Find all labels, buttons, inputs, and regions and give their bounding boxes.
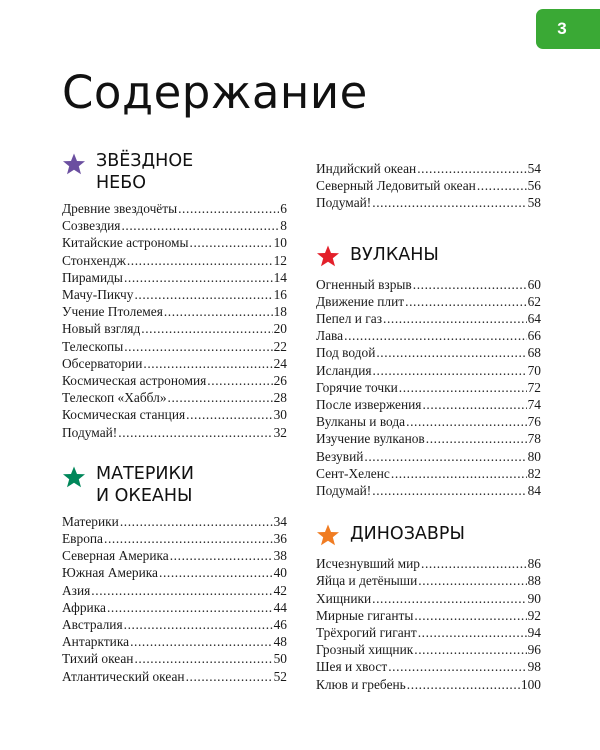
toc-entry-page: 10: [273, 235, 287, 251]
leader-dots: [391, 465, 527, 482]
leader-dots: [376, 344, 526, 361]
leader-dots: [406, 413, 526, 430]
star-icon: [316, 523, 340, 547]
toc-entry-title: Южная Америка: [62, 565, 158, 581]
toc-entry[interactable]: [62, 303, 287, 320]
toc-entry[interactable]: [62, 547, 287, 564]
leader-dots: [414, 641, 526, 658]
toc-entry-page: 94: [527, 625, 541, 641]
toc-entry[interactable]: [62, 406, 287, 423]
star-icon: [62, 465, 86, 489]
toc-entry-title: Мачу-Пикчу: [62, 287, 134, 303]
toc-entry[interactable]: [316, 465, 541, 482]
leader-dots: [399, 379, 527, 396]
leader-dots: [405, 293, 526, 310]
toc-entry-page: 6: [280, 201, 287, 216]
page-number: 3: [557, 19, 567, 38]
toc-entry[interactable]: [316, 344, 541, 361]
toc-entry[interactable]: [316, 194, 541, 211]
toc-entry-page: 54: [527, 161, 541, 176]
toc-entry-title: Австралия: [62, 617, 123, 633]
toc-entry-page: 86: [527, 556, 541, 572]
toc-entry[interactable]: [62, 217, 287, 234]
leader-dots: [164, 303, 273, 320]
leader-dots: [141, 320, 272, 337]
section-title: ДИНОЗАВРЫ: [350, 524, 465, 545]
toc-entry-page: 12: [273, 252, 287, 268]
leader-dots: [421, 555, 527, 572]
toc-entry-page: 98: [527, 659, 541, 675]
toc-entry[interactable]: [316, 607, 541, 624]
toc-entry-page: 40: [273, 565, 287, 581]
toc-entry-page: 8: [280, 218, 287, 234]
toc-entry-title: Стонхендж: [62, 252, 126, 268]
toc-entry-page: 18: [273, 304, 287, 320]
toc-entry-page: 24: [273, 355, 287, 371]
toc-entry[interactable]: [62, 582, 287, 599]
leader-dots: [124, 338, 272, 355]
section-header-volcanoes: [316, 236, 541, 270]
toc-entry-page: 62: [527, 293, 541, 309]
toc-entry-title: Везувий: [316, 448, 364, 464]
toc-entry[interactable]: [62, 389, 287, 406]
section-header-dinosaurs: [316, 523, 541, 549]
toc-entry-page: 50: [273, 651, 287, 667]
toc-entry-page: 78: [527, 431, 541, 447]
toc-entry-page: 56: [527, 178, 541, 194]
toc-entry[interactable]: [316, 676, 541, 693]
star-icon: [316, 244, 340, 268]
toc-entry-page: 44: [273, 599, 287, 615]
leader-dots: [118, 424, 272, 441]
toc-entry-page: 64: [527, 311, 541, 327]
section-title: ЗВЁЗДНОЕ: [96, 151, 194, 171]
toc-entry-title: Северный Ледовитый океан: [316, 178, 476, 194]
star-icon: [62, 152, 86, 176]
leader-dots: [91, 582, 272, 599]
toc-entry-title: Тихий океан: [62, 651, 134, 667]
toc-entry-title: Шея и хвост: [316, 659, 388, 675]
toc-entry-page: 22: [273, 338, 287, 354]
leader-dots: [127, 252, 273, 269]
leader-dots: [134, 650, 272, 667]
leader-dots: [414, 607, 526, 624]
toc-entry-title: Телескопы: [62, 338, 124, 354]
toc-entry-title: Изучение вулканов: [316, 431, 425, 447]
toc-entry-page: 84: [527, 483, 541, 499]
toc-entry[interactable]: [316, 658, 541, 675]
toc-entry-title: Подумай!: [316, 483, 372, 499]
toc-entry[interactable]: [316, 276, 541, 293]
leader-dots: [130, 633, 273, 650]
toc-entry[interactable]: [62, 200, 287, 217]
toc-list: [316, 276, 541, 500]
leader-dots: [417, 160, 526, 177]
leader-dots: [418, 624, 527, 641]
toc-entry-page: 66: [527, 328, 541, 344]
leader-dots: [178, 200, 279, 217]
toc-entry-page: 72: [527, 379, 541, 395]
toc-entry-page: 48: [273, 634, 287, 650]
toc-entry-title: После извержения: [316, 397, 422, 413]
leader-dots: [190, 234, 273, 251]
toc-entry[interactable]: [316, 590, 541, 607]
toc-entry-title: Подумай!: [316, 195, 372, 211]
toc-entry-title: Трёхрогий гигант: [316, 625, 417, 641]
toc-entry-page: 90: [527, 590, 541, 606]
toc-entry[interactable]: [316, 379, 541, 396]
toc-entry-page: 76: [527, 414, 541, 430]
toc-entry[interactable]: [316, 624, 541, 641]
leader-dots: [134, 286, 272, 303]
leader-dots: [207, 372, 272, 389]
toc-entry-title: Лава: [316, 328, 344, 344]
toc-entry-page: 92: [527, 607, 541, 623]
leader-dots: [422, 396, 526, 413]
leader-dots: [372, 194, 526, 211]
toc-entry-title: Телескоп «Хаббл»: [62, 390, 167, 406]
toc-entry-page: 32: [273, 424, 287, 440]
leader-dots: [170, 547, 273, 564]
toc-entry[interactable]: [316, 572, 541, 589]
toc-entry-title: Китайские астрономы: [62, 235, 189, 251]
section-dinosaurs: [316, 523, 541, 693]
leader-dots: [407, 676, 520, 693]
section-title-line2: НЕБО: [96, 173, 146, 193]
page-number-tab: [536, 9, 600, 49]
toc-entry-title: Пепел и газ: [316, 311, 382, 327]
toc-list-continued: [316, 160, 541, 212]
section-volcanoes: [316, 236, 541, 500]
toc-entry[interactable]: [316, 177, 541, 194]
leader-dots: [373, 362, 527, 379]
toc-entry-page: 74: [527, 397, 541, 413]
toc-entry-title: Созвездия: [62, 218, 121, 234]
leader-dots: [104, 530, 273, 547]
toc-entry-title: Под водой: [316, 345, 376, 361]
leader-dots: [418, 572, 526, 589]
toc-entry-title: Индийский океан: [316, 161, 417, 176]
toc-entry[interactable]: [316, 641, 541, 658]
toc-entry[interactable]: [62, 650, 287, 667]
toc-entry-page: 88: [527, 573, 541, 589]
toc-entry-title: Космическая станция: [62, 407, 186, 423]
leader-dots: [372, 590, 526, 607]
toc-entry-page: 16: [273, 287, 287, 303]
leader-dots: [159, 564, 273, 581]
toc-entry[interactable]: [316, 310, 541, 327]
toc-entry[interactable]: [316, 430, 541, 447]
toc-entry[interactable]: [62, 424, 287, 441]
leader-dots: [364, 448, 526, 465]
toc-entry[interactable]: [62, 564, 287, 581]
leader-dots: [143, 355, 272, 372]
toc-entry-title: Исландия: [316, 362, 372, 378]
toc-entry-page: 80: [527, 448, 541, 464]
toc-entry[interactable]: [316, 555, 541, 572]
toc-entry[interactable]: [62, 372, 287, 389]
toc-entry[interactable]: [316, 448, 541, 465]
toc-entry-page: 68: [527, 345, 541, 361]
toc-entry-page: 58: [527, 195, 541, 211]
section-sky: [62, 150, 287, 441]
toc-entry-title: Движение плит: [316, 293, 405, 309]
section-continents: [62, 463, 287, 685]
toc-entry[interactable]: [62, 633, 287, 650]
toc-entry-title: Северная Америка: [62, 548, 169, 564]
toc-list: [62, 200, 287, 441]
toc-entry-title: Древние звездочёты: [62, 201, 178, 216]
toc-list: [62, 513, 287, 685]
toc-entry[interactable]: [62, 668, 287, 685]
toc-entry-title: Клюв и гребень: [316, 676, 406, 692]
leader-dots: [168, 389, 273, 406]
leader-dots: [186, 406, 272, 423]
toc-entry[interactable]: [62, 599, 287, 616]
section-title-line2: И ОКЕАНЫ: [96, 485, 193, 506]
toc-entry-page: 30: [273, 407, 287, 423]
toc-entry-page: 82: [527, 465, 541, 481]
toc-entry-page: 20: [273, 321, 287, 337]
toc-entry[interactable]: [62, 355, 287, 372]
toc-entry[interactable]: [316, 396, 541, 413]
section-header-sky: [62, 150, 287, 194]
toc-entry[interactable]: [316, 413, 541, 430]
toc-entry[interactable]: [316, 160, 541, 177]
toc-entry-title: Мирные гиганты: [316, 607, 414, 623]
toc-entry-title: Яйца и детёныши: [316, 573, 418, 589]
toc-entry-page: 60: [527, 276, 541, 292]
toc-entry-page: 52: [273, 668, 287, 684]
leader-dots: [344, 327, 526, 344]
toc-entry-title: Учение Птолемея: [62, 304, 163, 320]
toc-entry-title: Пирамиды: [62, 269, 123, 285]
toc-entry[interactable]: [62, 286, 287, 303]
leader-dots: [426, 430, 527, 447]
toc-entry-title: Африка: [62, 599, 106, 615]
toc-entry[interactable]: [62, 320, 287, 337]
toc-entry[interactable]: [62, 513, 287, 530]
toc-entry-title: Сент-Хеленс: [316, 465, 390, 481]
toc-entry-page: 38: [273, 548, 287, 564]
section-title: МАТЕРИКИ: [96, 463, 194, 484]
leader-dots: [120, 513, 273, 530]
leader-dots: [477, 177, 527, 194]
toc-list: [316, 555, 541, 693]
toc-entry-page: 34: [273, 513, 287, 529]
leader-dots: [124, 616, 273, 633]
section-header-continents: [62, 463, 287, 507]
toc-entry-title: Азия: [62, 582, 91, 598]
toc-entry-title: Атлантический океан: [62, 668, 185, 684]
leader-dots: [388, 658, 526, 675]
toc-entry[interactable]: [316, 362, 541, 379]
leader-dots: [383, 310, 527, 327]
toc-entry-title: Хищники: [316, 590, 372, 606]
toc-entry-title: Грозный хищник: [316, 642, 414, 658]
leader-dots: [107, 599, 273, 616]
toc-entry-title: Подумай!: [62, 424, 118, 440]
leader-dots: [413, 276, 527, 293]
toc-entry-title: Огненный взрыв: [316, 276, 412, 292]
toc-entry-title: Новый взгляд: [62, 321, 141, 337]
toc-entry-page: 28: [273, 390, 287, 406]
toc-entry-title: Космическая астрономия: [62, 373, 207, 389]
toc-entry[interactable]: [62, 252, 287, 269]
toc-entry-page: 36: [273, 531, 287, 547]
leader-dots: [124, 269, 273, 286]
toc-entry-title: Вулканы и вода: [316, 414, 406, 430]
toc-column-right: [316, 160, 541, 693]
toc-entry-page: 14: [273, 269, 287, 285]
leader-dots: [186, 668, 273, 685]
toc-column-left: [62, 150, 287, 685]
page-title: Содержание: [62, 66, 368, 119]
toc-entry-page: 96: [527, 642, 541, 658]
toc-entry[interactable]: [62, 269, 287, 286]
toc-entry-title: Антарктика: [62, 634, 130, 650]
leader-dots: [121, 217, 279, 234]
toc-entry[interactable]: [316, 482, 541, 499]
toc-entry-title: Исчезнувший мир: [316, 556, 420, 572]
toc-entry[interactable]: [316, 293, 541, 310]
toc-entry-page: 26: [273, 373, 287, 389]
section-title: ВУЛКАНЫ: [350, 244, 439, 265]
toc-entry[interactable]: [316, 327, 541, 344]
toc-entry-page: 100: [520, 676, 541, 692]
toc-entry-page: 46: [273, 617, 287, 633]
leader-dots: [372, 482, 526, 499]
toc-entry-title: Горячие точки: [316, 379, 398, 395]
toc-entry[interactable]: [62, 530, 287, 547]
toc-entry[interactable]: [62, 616, 287, 633]
toc-entry[interactable]: [62, 234, 287, 251]
toc-entry-title: Материки: [62, 513, 119, 529]
toc-entry-title: Обсерватории: [62, 355, 143, 371]
toc-entry-page: 42: [273, 582, 287, 598]
toc-entry-title: Европа: [62, 531, 104, 547]
toc-entry-page: 70: [527, 362, 541, 378]
toc-entry[interactable]: [62, 338, 287, 355]
